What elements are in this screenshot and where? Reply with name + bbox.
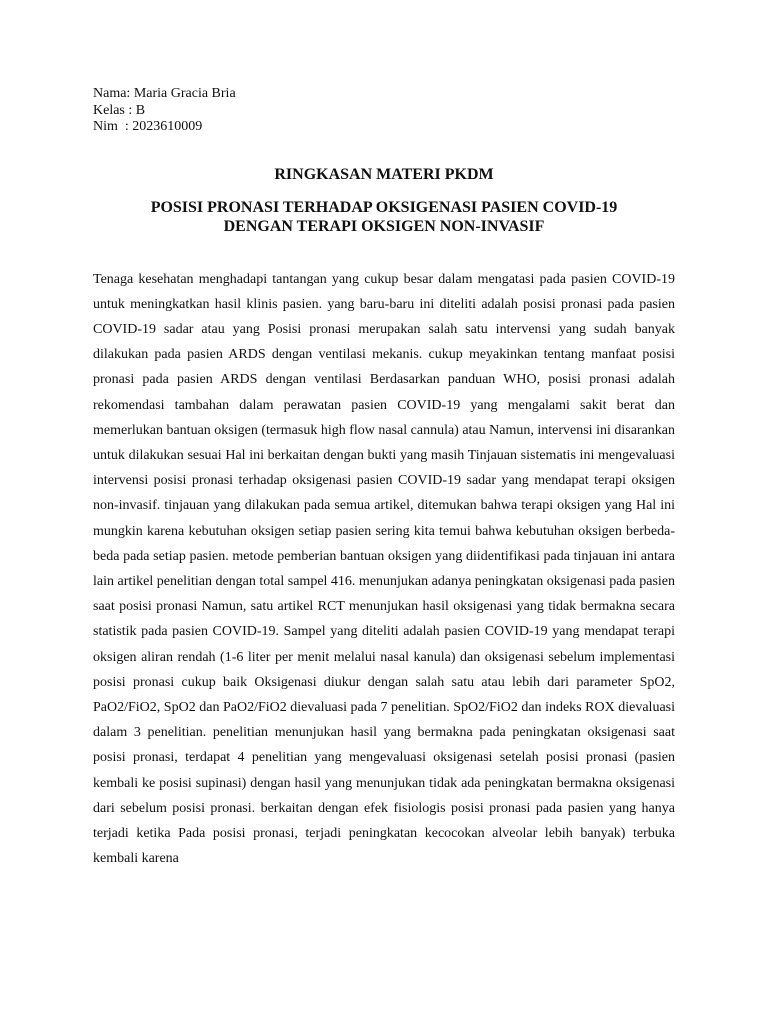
student-name: Nama: Maria Gracia Bria (93, 86, 236, 101)
body-paragraph: Tenaga kesehatan menghadapi tantangan yang cukup besar dalam mengatasi pada pasien COVID-19 untuk meningkatkan hasil klinis pasien. yang baru-baru ini diteliti adalah posisi pronasi pada pasien COVID-19 sadar atau yang Posisi pronasi merupakan salah satu intervensi yang sudah banyak dilakukan pada pasien ARDS dengan ventilasi mekanis. cukup meyakinkan tentang manfaat posisi pronasi pada pasien ARDS dengan ventilasi Berdasarkan panduan WHO, posisi pronasi adalah rekomendasi tambahan dalam perawatan pasien COVID-19 yang mengalami sakit berat dan memerlukan bantuan oksigen (termasuk high flow nasal cannula) atau Namun, intervensi ini disarankan untuk dilakukan sesuai Hal ini berkaitan dengan bukti yang masih Tinjauan sistematis ini mengevaluasi intervensi posisi pronasi terhadap oksigenasi pasien COVID-19 sadar yang mendapat terapi oksigen non-invasif. tinjauan yang dilakukan pada semua artikel, ditemukan bahwa terapi oksigen yang Hal ini mungkin karena kebutuhan oksigen setiap pasien sering kita temui bahwa kebutuhan oksigen berbeda-beda pada setiap pasien. metode pemberian bantuan oksigen yang diidentifikasi pada tinjauan ini antara lain artikel penelitian dengan total sampel 416. menunjukan adanya peningkatan oksigenasi pada pasien saat posisi pronasi Namun, satu artikel RCT menunjukan hasil oksigenasi yang tidak bermakna secara statistik pada pasien COVID-19. Sampel yang diteliti adalah pasien COVID-19 yang mendapat terapi oksigen aliran rendah (1-6 liter per menit melalui nasal kanula) dan oksigenasi sebelum implementasi posisi pronasi cukup baik Oksigenasi diukur dengan salah satu atau lebih dari parameter SpO2, PaO2/FiO2, SpO2 dan PaO2/FiO2 dievaluasi pada 7 penelitian. SpO2/FiO2 dan indeks ROX dievaluasi dalam 3 penelitian. penelitian menunjukan hasil yang bermakna pada peningkatan oksigenasi saat posisi pronasi, terdapat 4 penelitian yang mengevaluasi oksigenasi setelah posisi pronasi (pasien kembali ke posisi supinasi) dengan hasil yang menunjukan tidak ada peningkatan bermakna oksigenasi dari sebelum posisi pronasi. berkaitan dengan efek fisiologis posisi pronasi pada pasien yang hanya terjadi ketika Pada posisi pronasi, terjadi peningkatan kecocokan alveolar lebih banyak) terbuka kembali karena (93, 271, 675, 867)
subtitle-line-2: DENGAN TERAPI OKSIGEN NON-INVASIF (223, 217, 545, 235)
document-title: RINGKASAN MATERI PKDM (274, 165, 494, 183)
document-subtitle (93, 198, 675, 236)
document-page (93, 86, 675, 871)
subtitle-line-1: POSISI PRONASI TERHADAP OKSIGENASI PASIEN COVID-19 (150, 198, 618, 216)
student-nim: Nim : 2023610009 (93, 119, 203, 134)
student-class: Kelas : B (93, 102, 146, 118)
student-info (93, 86, 675, 136)
